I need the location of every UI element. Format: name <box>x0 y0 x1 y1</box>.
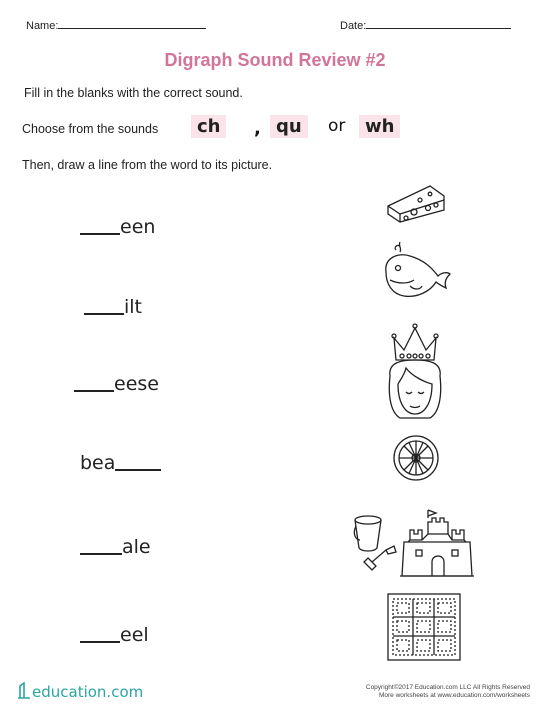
copyright-block <box>330 684 530 700</box>
beach-pail-sandcastle-icon[interactable] <box>352 500 482 580</box>
blank[interactable] <box>80 233 120 235</box>
name-label: Name: <box>26 20 59 32</box>
name-line <box>58 28 206 29</box>
sound-wh: wh <box>359 115 400 138</box>
queen-icon[interactable] <box>382 322 448 422</box>
word-eel[interactable]: eel <box>80 624 149 646</box>
instruction-fill: Fill in the blanks with the correct sound. <box>24 86 243 100</box>
blank[interactable] <box>80 553 122 555</box>
blank[interactable] <box>74 390 114 392</box>
more-worksheets-text: More worksheets at www.education.com/worksheets <box>378 692 530 699</box>
name-field[interactable] <box>26 20 206 32</box>
blank[interactable] <box>80 641 120 643</box>
date-line <box>366 28 511 29</box>
or-text: or <box>328 116 346 136</box>
sound-qu: qu <box>270 115 308 138</box>
blank[interactable] <box>115 469 161 471</box>
quilt-icon[interactable] <box>386 592 462 662</box>
word-ale[interactable]: ale <box>80 536 151 558</box>
wheel-icon[interactable] <box>392 432 440 484</box>
date-field[interactable] <box>340 20 511 32</box>
word-een[interactable]: een <box>80 216 155 238</box>
instruction-choose: Choose from the sounds <box>22 122 159 136</box>
sound-ch: ch <box>191 115 226 138</box>
date-label: Date: <box>340 20 367 32</box>
pencil-logo-icon <box>16 682 32 700</box>
comma: , <box>254 118 261 139</box>
page-title: Digraph Sound Review #2 <box>164 50 386 70</box>
word-eese[interactable]: eese <box>74 373 159 395</box>
whale-icon[interactable] <box>380 238 452 304</box>
word-bea[interactable]: bea <box>80 452 161 474</box>
copyright-text: Copyright©2017 Education.com LLC All Rights Reserved <box>365 684 530 691</box>
cheese-icon[interactable] <box>384 180 448 226</box>
instruction-match: Then, draw a line from the word to its picture. <box>22 158 273 172</box>
logo-text: education.com <box>32 683 144 701</box>
word-ilt[interactable]: ilt <box>84 296 142 318</box>
blank[interactable] <box>84 313 124 315</box>
education-logo[interactable] <box>16 682 143 701</box>
